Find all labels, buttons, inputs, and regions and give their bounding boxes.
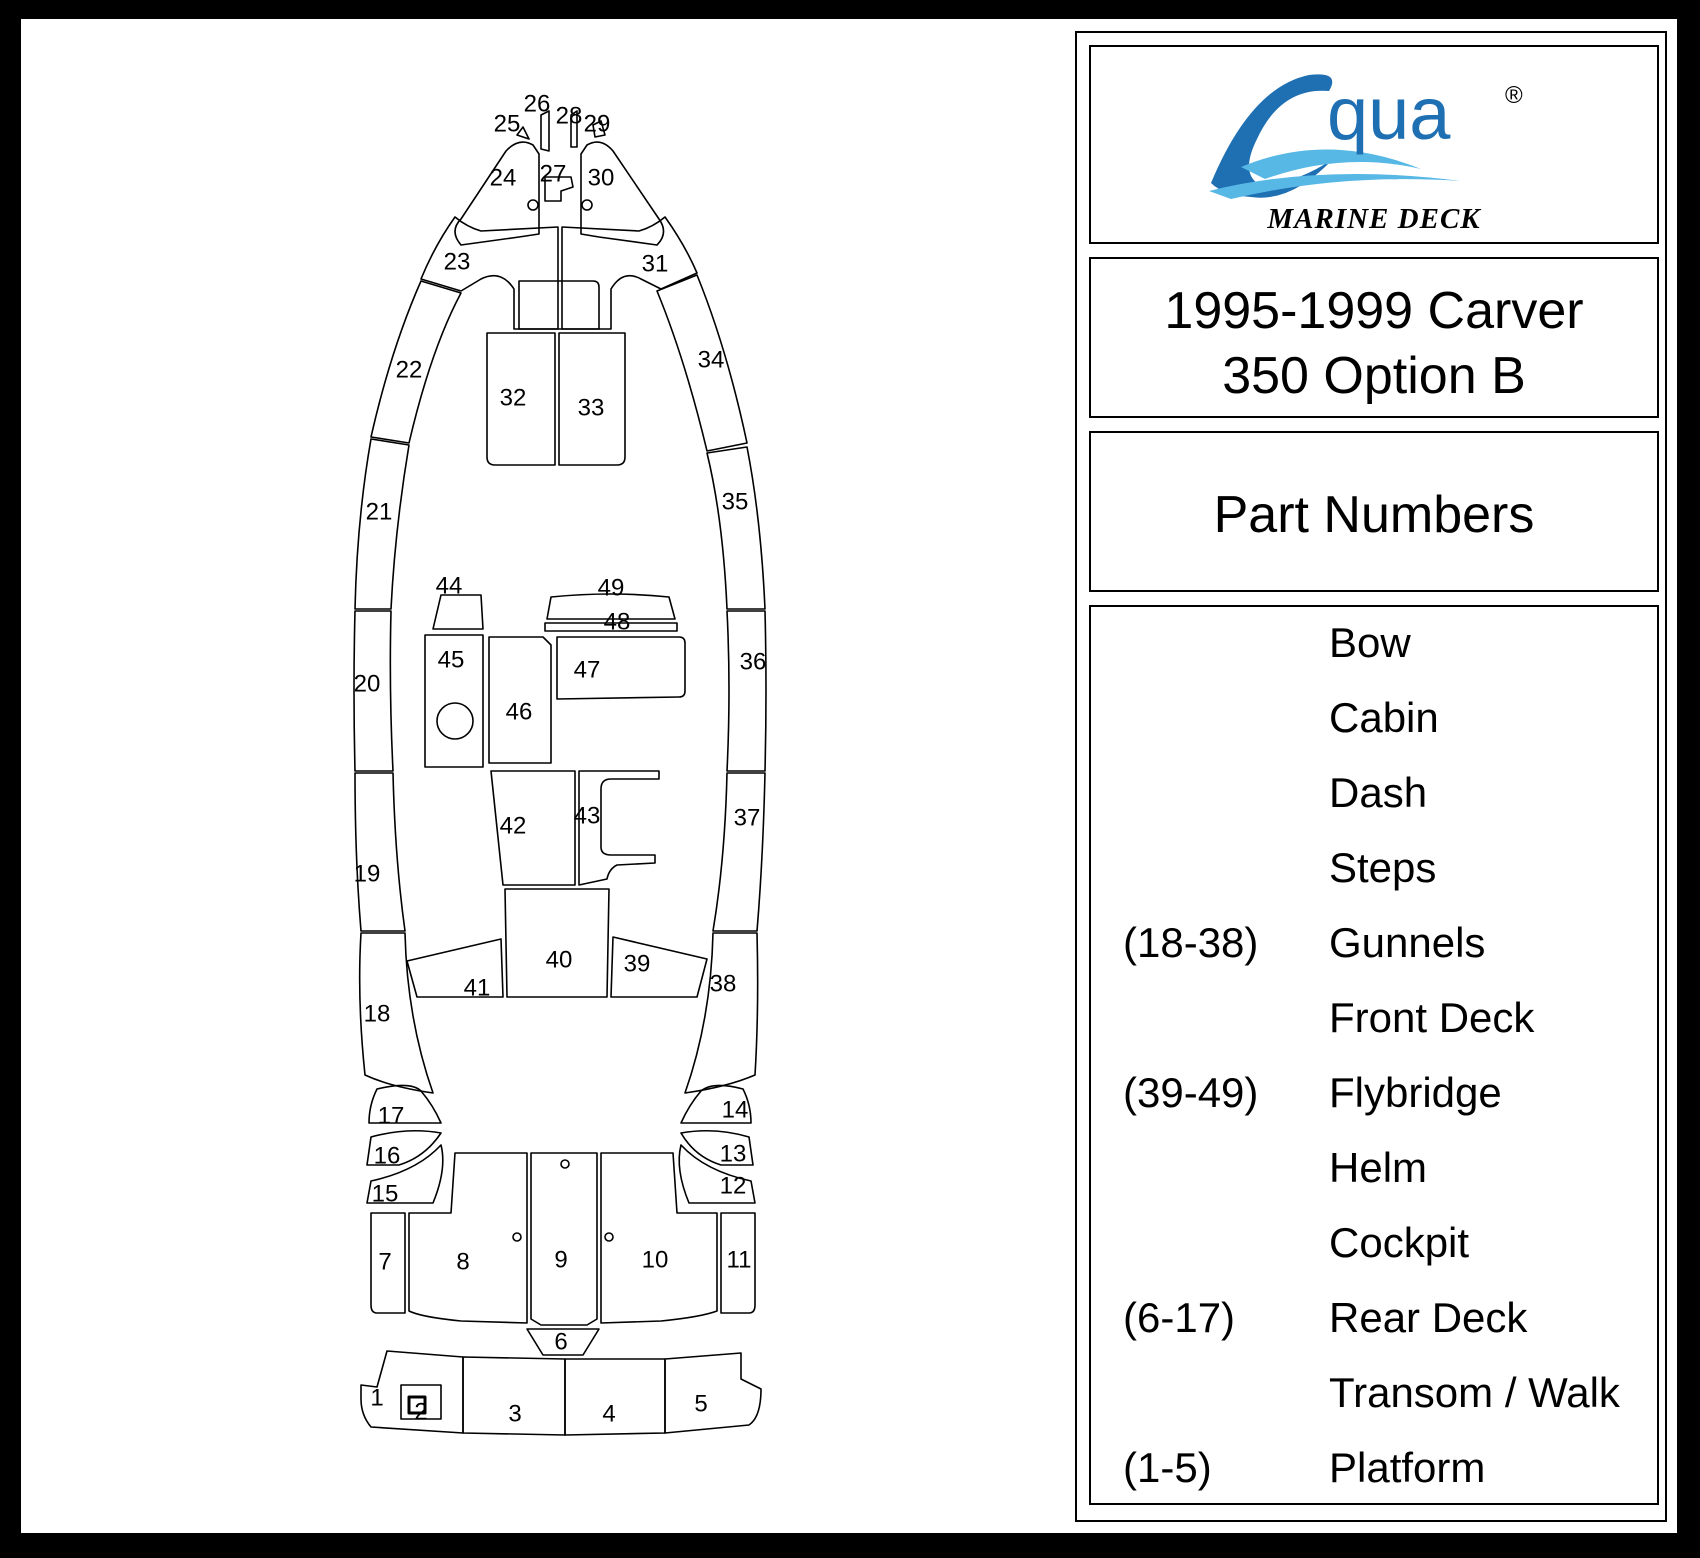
- section-row: [1091, 1063, 1657, 1123]
- bow-hole-right: [582, 200, 592, 210]
- part-label-35: 35: [721, 488, 749, 516]
- part-label-48: 48: [603, 608, 631, 636]
- section-row: [1091, 1288, 1657, 1348]
- part-label-45: 45: [437, 646, 465, 674]
- part-label-40: 40: [545, 946, 573, 974]
- section-row: [1091, 613, 1657, 673]
- part-label-23: 23: [443, 248, 471, 276]
- section-row: [1091, 688, 1657, 748]
- part-label-27: 27: [539, 160, 567, 188]
- section-name: Bow: [1329, 619, 1411, 666]
- section-row: [1091, 913, 1657, 973]
- part-label-46: 46: [505, 698, 533, 726]
- part-label-12: 12: [719, 1172, 747, 1200]
- section-name: Transom / Walk: [1329, 1369, 1620, 1416]
- part-number-labels: [354, 90, 767, 1427]
- brand-subtitle: MARINE DECK: [1267, 203, 1481, 235]
- part-label-49: 49: [597, 574, 625, 602]
- part-label-24: 24: [489, 164, 517, 192]
- section-row: [1091, 1138, 1657, 1198]
- part-label-43: 43: [573, 802, 601, 830]
- section-name: Front Deck: [1329, 994, 1535, 1041]
- part-label-18: 18: [363, 1000, 391, 1028]
- part-label-28: 28: [555, 102, 583, 130]
- model-title-line-2: 350 Option B: [1222, 347, 1526, 405]
- part-label-3: 3: [508, 1400, 522, 1428]
- drawing-sheet: [21, 19, 1677, 1533]
- part-label-22: 22: [395, 356, 423, 384]
- section-row: [1091, 1438, 1657, 1498]
- part-label-47: 47: [573, 656, 601, 684]
- section-name: Steps: [1329, 844, 1437, 891]
- part-37-outline: [713, 773, 765, 931]
- section-range: (18-38): [1123, 919, 1259, 966]
- bow-hole-left: [528, 200, 538, 210]
- part-label-44: 44: [435, 572, 463, 600]
- section-name: Helm: [1329, 1144, 1428, 1191]
- registered-mark: ®: [1505, 82, 1523, 109]
- section-name: Dash: [1329, 769, 1428, 816]
- part-label-20: 20: [353, 670, 381, 698]
- part-numbers-heading: Part Numbers: [1213, 486, 1535, 544]
- part-40-outline: [505, 889, 609, 997]
- part-label-31: 31: [641, 250, 669, 278]
- section-row: [1091, 1213, 1657, 1273]
- part-label-38: 38: [709, 970, 737, 998]
- section-name: Cabin: [1329, 694, 1439, 741]
- section-range: (1-5): [1123, 1444, 1212, 1491]
- section-list: [1089, 605, 1659, 1505]
- part-label-29: 29: [583, 110, 611, 138]
- part-label-37: 37: [733, 804, 761, 832]
- part-label-1: 1: [370, 1384, 384, 1412]
- part-9-outline: [531, 1153, 597, 1325]
- seat-hole: [437, 703, 473, 739]
- part-label-21: 21: [365, 498, 393, 526]
- section-row: [1091, 1363, 1657, 1423]
- part-label-25: 25: [493, 110, 521, 138]
- part-label-33: 33: [577, 394, 605, 422]
- part-label-13: 13: [719, 1140, 747, 1168]
- deck-layout-diagram: [21, 19, 1061, 1533]
- cockpit-hole-8: [513, 1233, 521, 1241]
- section-name: Flybridge: [1329, 1069, 1502, 1116]
- part-label-14: 14: [721, 1096, 749, 1124]
- info-panel: [1075, 31, 1667, 1522]
- part-44-outline: [433, 595, 483, 629]
- section-name: Gunnels: [1329, 919, 1486, 966]
- part-label-19: 19: [353, 860, 381, 888]
- part-label-11: 11: [726, 1246, 752, 1274]
- part-label-4: 4: [602, 1400, 616, 1428]
- part-label-30: 30: [587, 164, 615, 192]
- part-label-10: 10: [641, 1246, 669, 1274]
- part-label-7: 7: [378, 1248, 392, 1276]
- logo-box: [1089, 45, 1659, 244]
- part-label-8: 8: [456, 1248, 470, 1276]
- part-label-26: 26: [523, 90, 551, 118]
- part-35-outline: [707, 447, 765, 609]
- part-10-outline: [601, 1153, 717, 1323]
- section-row: [1091, 763, 1657, 823]
- part-label-41: 41: [463, 974, 491, 1002]
- part-label-15: 15: [371, 1180, 399, 1208]
- part-label-36: 36: [739, 648, 767, 676]
- part-label-42: 42: [499, 812, 527, 840]
- part-label-32: 32: [499, 384, 527, 412]
- part-label-17: 17: [377, 1102, 405, 1130]
- cockpit-hole-10: [605, 1233, 613, 1241]
- part-36-outline: [727, 611, 766, 771]
- model-title-line-1: 1995-1999 Carver: [1164, 282, 1584, 340]
- logo-wordmark: qua: [1327, 72, 1451, 155]
- section-name: Rear Deck: [1329, 1294, 1528, 1341]
- section-range: (39-49): [1123, 1069, 1259, 1116]
- section-row: [1091, 838, 1657, 898]
- part-label-16: 16: [373, 1142, 401, 1170]
- cockpit-hole-9: [561, 1160, 569, 1168]
- section-row: [1091, 988, 1657, 1048]
- title-box: [1089, 257, 1659, 418]
- front-deck-hatch: [519, 281, 599, 329]
- section-name: Cockpit: [1329, 1219, 1470, 1266]
- section-range: (6-17): [1123, 1294, 1236, 1341]
- part-label-34: 34: [697, 346, 725, 374]
- part-5-outline: [665, 1353, 761, 1433]
- section-name: Platform: [1329, 1444, 1486, 1491]
- part-19-outline: [355, 773, 405, 931]
- part-label-5: 5: [694, 1390, 708, 1418]
- part-8-outline: [409, 1153, 527, 1323]
- part-label-39: 39: [623, 950, 651, 978]
- part-label-6: 6: [554, 1328, 568, 1356]
- part-numbers-box: [1089, 431, 1659, 592]
- part-label-9: 9: [554, 1246, 568, 1274]
- part-label-2: 2: [414, 1398, 428, 1426]
